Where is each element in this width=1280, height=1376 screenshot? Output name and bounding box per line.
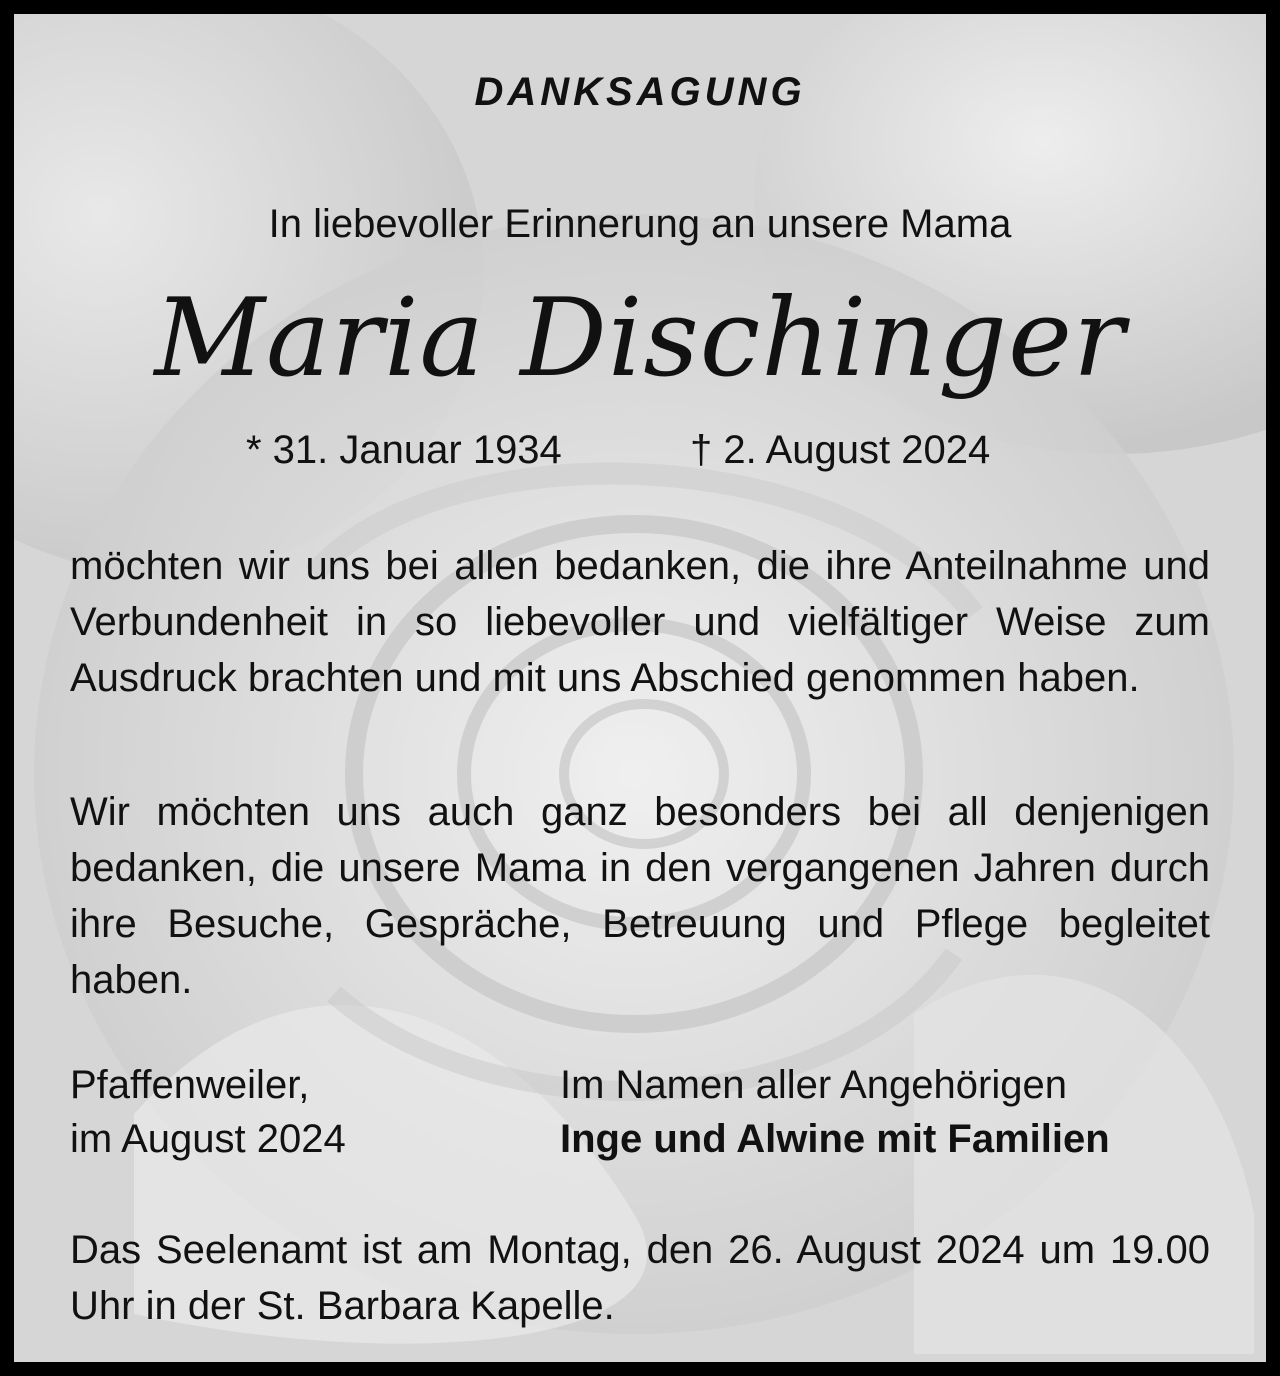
deceased-name: Maria Dischinger bbox=[154, 276, 1126, 401]
death-date: † 2. August 2024 bbox=[690, 428, 991, 472]
place-date bbox=[70, 1058, 346, 1166]
service-info: Das Seelenamt ist am Montag, den 26. August 2024 um 19.00 Uhr in der St. Barbara Kapelle. bbox=[70, 1228, 1210, 1328]
thanks-paragraph: möchten wir uns bei allen bedanken, die ihre Anteilnahme und Verbundenheit in so liebevoller und vielfältiger Weise zum Ausdruck brachten und mit uns Abschied genommen haben. bbox=[70, 544, 1210, 700]
birth-date: * 31. Januar 1934 bbox=[246, 428, 562, 472]
signature-names: Inge und Alwine mit Familien bbox=[560, 1117, 1110, 1161]
signature bbox=[560, 1058, 1110, 1166]
notice-text bbox=[14, 14, 1266, 1362]
intro-line: In liebevoller Erinnerung an unsere Mama bbox=[268, 202, 1012, 246]
date-line: im August 2024 bbox=[70, 1117, 346, 1161]
special-thanks-paragraph: Wir möchten uns auch ganz besonders bei all denjenigen bedanken, die unsere Mama in den vergangenen Jahren durch ihre Besuche, Gespräche, Betreuung und Pflege begleitet haben. bbox=[70, 790, 1210, 1002]
heading: DANKSAGUNG bbox=[474, 70, 806, 114]
place-line: Pfaffenweiler, bbox=[70, 1063, 310, 1107]
signature-intro: Im Namen aller Angehörigen bbox=[560, 1063, 1067, 1107]
